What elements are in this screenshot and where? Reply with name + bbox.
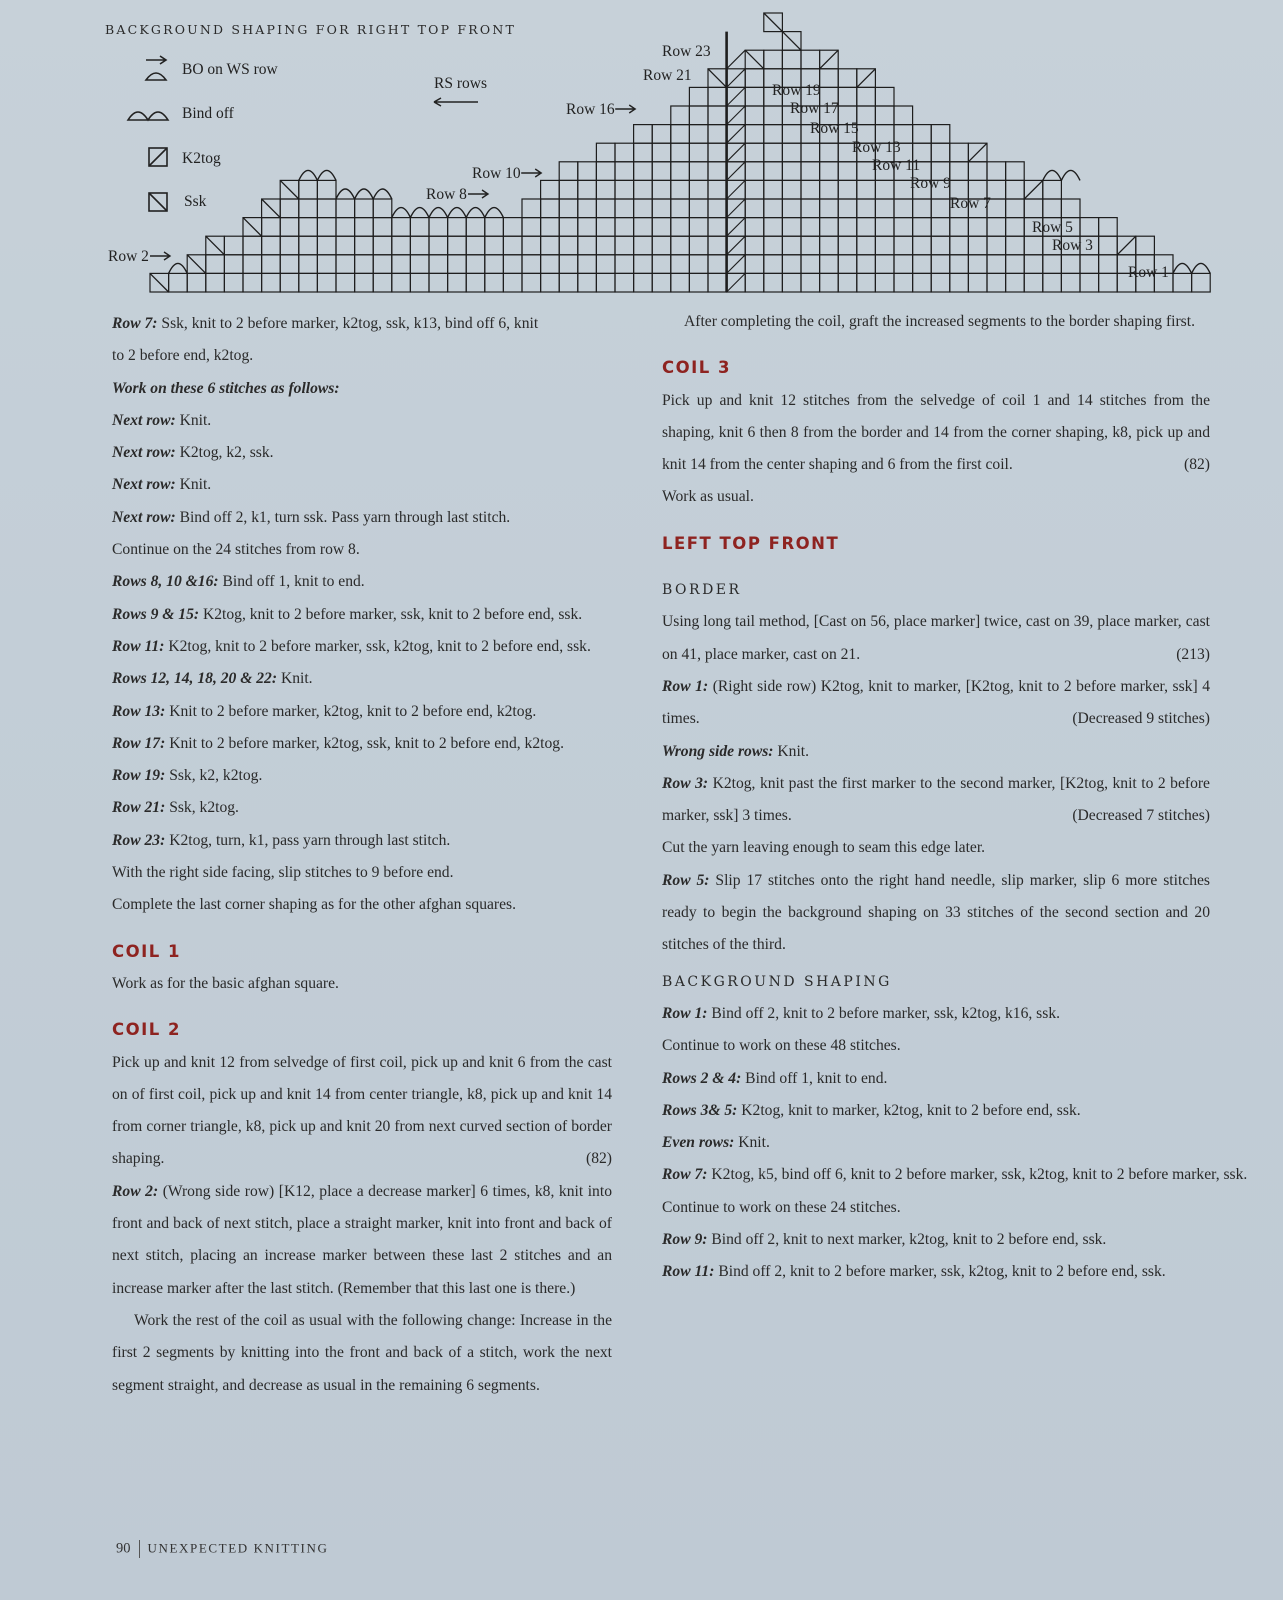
- border-heading: BORDER: [662, 582, 742, 599]
- instruction-line: Row 1: Bind off 2, knit to 2 before marker, ssk, k2tog, k16, ssk.: [662, 1004, 1061, 1022]
- right-intro: After completing the coil, graft the increased segments to the border shaping first.: [684, 313, 1195, 330]
- instruction-line: Next row: K2tog, k2, ssk.: [112, 444, 274, 462]
- instruction-line: Row 7: Ssk, knit to 2 before marker, k2tog, ssk, k13, bind off 6, knit: [112, 315, 539, 332]
- coil3-text: Pick up and knit 12 stitches from the selvedge of coil 1 and 14 stitches from the shaping, knit 6 then 8 from the border and 14 from the corner shaping, k8, pick up and knit 14 from the center shaping and 6 from the first coil. (82): [662, 391, 1210, 474]
- instruction-line: Row 17: Knit to 2 before marker, k2tog, ssk, knit to 2 before end, k2tog.: [112, 734, 564, 752]
- instruction-line: Work on these 6 stitches as follows:: [112, 379, 340, 397]
- instruction-line: Continue to work on these 48 stitches.: [662, 1037, 901, 1055]
- row-label: Row 23: [662, 43, 711, 60]
- coil3-after: Work as usual.: [662, 488, 754, 506]
- border-text: Using long tail method, [Cast on 56, place marker] twice, cast on 39, place marker, cast on 41, place marker, cast on 21. (213): [662, 613, 1210, 663]
- instruction-line: Row 7: K2tog, k5, bind off 6, knit to 2 before marker, ssk, k2tog, knit to 2 before marker, ssk.: [662, 1166, 1248, 1184]
- row-label: Row 7: [950, 195, 991, 212]
- instruction-line: Continue to work on these 24 stitches.: [662, 1198, 901, 1216]
- row-label: Row 16: [566, 101, 615, 118]
- ltf-cut: Cut the yarn leaving enough to seam this edge later.: [662, 839, 986, 857]
- row-label: Row 5: [1032, 219, 1073, 236]
- row-label: Row 19: [772, 82, 821, 99]
- instruction-line: Next row: Bind off 2, k1, turn ssk. Pass yarn through last stitch.: [112, 508, 511, 526]
- ltf-ws: Wrong side rows: Knit.: [662, 742, 810, 760]
- instruction-line: to 2 before end, k2tog.: [112, 347, 254, 365]
- row-label: Row 2: [108, 248, 149, 265]
- row-label: Row 21: [643, 67, 692, 84]
- bg-instructions: [662, 998, 1248, 1289]
- coil1-text: Work as for the basic afghan square.: [112, 974, 339, 992]
- instruction-line: Complete the last corner shaping as for the other afghan squares.: [112, 896, 517, 914]
- row-label: Row 8: [426, 186, 467, 203]
- instruction-line: Continue on the 24 stitches from row 8.: [112, 541, 360, 559]
- instruction-line: Next row: Knit.: [112, 411, 212, 429]
- instruction-line: Row 11: K2tog, knit to 2 before marker, ssk, k2tog, knit to 2 before end, ssk.: [112, 637, 591, 655]
- k2tog-icon: [149, 148, 167, 166]
- instruction-line: Rows 9 & 15: K2tog, knit to 2 before marker, ssk, knit to 2 before end, ssk.: [112, 605, 583, 623]
- row-arrow-icon: [468, 190, 488, 198]
- bo-ws-icon: [146, 56, 166, 80]
- direction-label: RS rows: [434, 75, 487, 92]
- legend-label-ssk: Ssk: [184, 193, 207, 210]
- direction-arrow-icon: [434, 98, 478, 106]
- row-label: Row 17: [790, 100, 839, 117]
- row-label: Row 13: [852, 139, 901, 156]
- coil2-heading: COIL 2: [112, 1020, 182, 1040]
- legend-label-bind-off: Bind off: [182, 105, 234, 122]
- legend-label-k2tog: K2tog: [182, 150, 221, 167]
- ltf-row5: Row 5: Slip 17 stitches onto the right hand needle, slip marker, slip 6 more stitches ready to begin the background shaping on 33 stitches of the second section and 20 stitches of the third.: [662, 871, 1210, 954]
- legend-label-bo-ws: BO on WS row: [182, 61, 278, 78]
- coil2-para1: Pick up and knit 12 from selvedge of first coil, pick up and knit 6 from the cast on of first coil, pick up and knit 14 from center triangle, k8, pick up and knit 14 from corner triangle, k8, pick up and knit 20 from next curved section of border shaping. (82): [112, 1053, 612, 1168]
- shaping-chart: [0, 0, 1283, 310]
- row-arrow-icon: [615, 105, 635, 113]
- left-column: [112, 308, 612, 1402]
- row-label: Row 1: [1128, 264, 1169, 281]
- page-number: 90: [116, 1540, 131, 1557]
- instruction-line: Rows 3& 5: K2tog, knit to marker, k2tog, knit to 2 before end, ssk.: [662, 1101, 1081, 1119]
- book-title: UNEXPECTED KNITTING: [147, 1540, 329, 1556]
- chart-title: BACKGROUND SHAPING FOR RIGHT TOP FRONT: [105, 22, 516, 37]
- ltf-row1: Row 1: (Right side row) K2tog, knit to marker, [K2tog, knit to 2 before marker, ssk] 4 times. (Decreased 9 stitches): [662, 677, 1210, 728]
- row-label: Row 9: [910, 175, 951, 192]
- coil2-para3: Work the rest of the coil as usual with the following change: Increase in the first 2 segments by knitting into the front and back of a stitch, work the next segment straight, and decrease as usual in the remaining 6 segments.: [112, 1311, 612, 1394]
- row-label: Row 15: [810, 120, 859, 137]
- instruction-line: Row 11: Bind off 2, knit to 2 before marker, ssk, k2tog, knit to 2 before end, ssk.: [662, 1263, 1166, 1281]
- instruction-line: Next row: Knit.: [112, 476, 212, 494]
- bind-off-icon: [128, 112, 168, 120]
- bg-heading: BACKGROUND SHAPING: [662, 973, 892, 990]
- ssk-icon: [149, 193, 167, 211]
- row-arrow-icon: [150, 252, 170, 260]
- instruction-line: Row 23: K2tog, turn, k1, pass yarn through last stitch.: [112, 831, 451, 849]
- instruction-line: Rows 12, 14, 18, 20 & 22: Knit.: [112, 670, 313, 688]
- instruction-line: Row 21: Ssk, k2tog.: [112, 799, 239, 817]
- instruction-line: Even rows: Knit.: [662, 1134, 770, 1152]
- coil1-heading: COIL 1: [112, 941, 182, 961]
- instruction-line: Row 13: Knit to 2 before marker, k2tog, knit to 2 before end, k2tog.: [112, 702, 537, 720]
- instruction-line: Row 9: Bind off 2, knit to next marker, k2tog, knit to 2 before end, ssk.: [662, 1231, 1107, 1249]
- coil3-heading: COIL 3: [662, 358, 732, 378]
- left-instructions: [112, 308, 612, 922]
- page-footer: [116, 1540, 328, 1558]
- left-top-front-heading: LEFT TOP FRONT: [662, 533, 840, 553]
- row-label: Row 11: [872, 157, 921, 174]
- row-arrow-icon: [521, 169, 541, 177]
- coil2-row2: Row 2: (Wrong side row) [K12, place a decrease marker] 6 times, k8, knit into front and back of next stitch, place a straight marker, knit into front and back of next stitch, placing an increase marker between these last 2 stitches and an increase marker after the last stitch. (Remember that this last one is there.): [112, 1182, 612, 1297]
- instruction-line: Rows 2 & 4: Bind off 1, knit to end.: [662, 1069, 888, 1087]
- instruction-line: With the right side facing, slip stitches to 9 before end.: [112, 864, 454, 882]
- ltf-row3: Row 3: K2tog, knit past the first marker to the second marker, [K2tog, knit to 2 before marker, ssk] 3 times. (Decreased 7 stitches): [662, 774, 1210, 825]
- row-label: Row 10: [472, 165, 521, 182]
- instruction-line: Rows 8, 10 &16: Bind off 1, knit to end.: [112, 573, 365, 591]
- instruction-line: Row 19: Ssk, k2, k2tog.: [112, 767, 263, 785]
- row-label: Row 3: [1052, 237, 1093, 254]
- right-column: [662, 306, 1248, 1289]
